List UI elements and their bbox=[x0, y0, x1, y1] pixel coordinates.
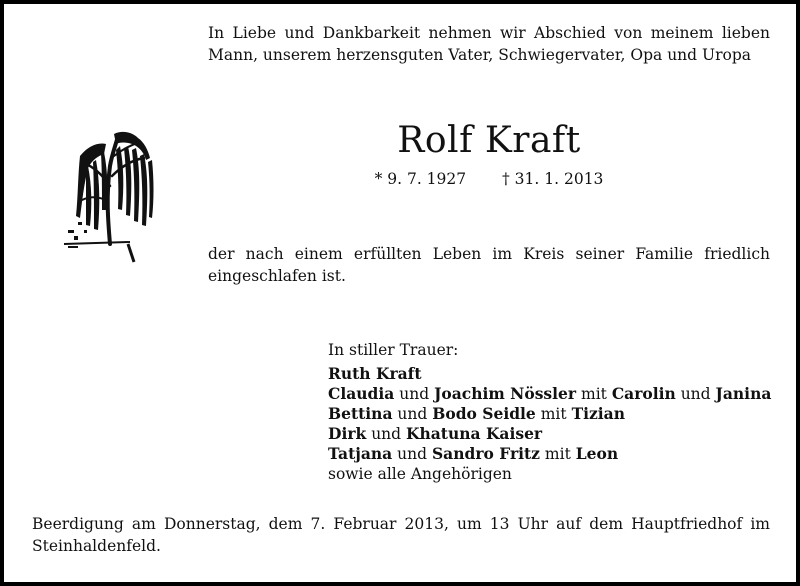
conjunction: und bbox=[397, 405, 428, 423]
funeral-line-1: Beerdigung am Donnerstag, dem 7. Februar 2013, um 13 Uhr auf dem Hauptfriedhof im bbox=[32, 515, 770, 533]
conjunction: und bbox=[397, 445, 428, 463]
closing-text bbox=[208, 243, 770, 287]
mourner-name: Bodo Seidle bbox=[432, 404, 536, 423]
intro-line-2: Mann, unserem herzensguten Vater, Schwiegervater, Opa und Uropa bbox=[208, 46, 751, 64]
mourners-heading: In stiller Trauer: bbox=[328, 341, 459, 359]
mourner-name: Claudia bbox=[328, 384, 395, 403]
mourner-row bbox=[328, 384, 778, 404]
conjunction: mit bbox=[581, 385, 607, 403]
mourner-row bbox=[328, 444, 778, 464]
mourner-name: Joachim Nössler bbox=[434, 384, 577, 403]
weeping-willow-icon bbox=[58, 126, 158, 266]
conjunction: und bbox=[371, 425, 402, 443]
mourner-name: Bettina bbox=[328, 404, 393, 423]
intro-text bbox=[208, 22, 770, 66]
mourners-list bbox=[328, 340, 778, 484]
mourner-name: Tizian bbox=[571, 404, 625, 423]
closing-line-1: der nach einem erfüllten Leben im Kreis seiner Familie friedlich bbox=[208, 245, 770, 263]
life-dates bbox=[208, 168, 770, 190]
mourner-name: Khatuna Kaiser bbox=[406, 424, 543, 443]
conjunction: und bbox=[399, 385, 430, 403]
mourner-name: Dirk bbox=[328, 424, 367, 443]
funeral-line-2: Steinhaldenfeld. bbox=[32, 537, 161, 555]
mourner-row bbox=[328, 424, 778, 444]
funeral-info bbox=[32, 513, 770, 557]
mourner-name: Leon bbox=[575, 444, 619, 463]
mourner-name: Carolin bbox=[611, 384, 676, 403]
closing-line-2: eingeschlafen ist. bbox=[208, 267, 346, 285]
mourners-footer: sowie alle Angehörigen bbox=[328, 465, 512, 483]
birth-date: * 9. 7. 1927 bbox=[374, 170, 467, 188]
mourner-name: Tatjana bbox=[328, 444, 393, 463]
mourner-name: Sandro Fritz bbox=[431, 444, 540, 463]
mourner-row bbox=[328, 364, 778, 384]
mourner-row bbox=[328, 404, 778, 424]
mourner-name: Janina bbox=[715, 384, 772, 403]
conjunction: mit bbox=[544, 445, 571, 463]
mourner-name: Ruth Kraft bbox=[328, 364, 422, 383]
conjunction: und bbox=[680, 385, 711, 403]
intro-line-1: In Liebe und Dankbarkeit nehmen wir Abschied von meinem lieben bbox=[208, 24, 770, 42]
conjunction: mit bbox=[540, 405, 567, 423]
deceased-name: Rolf Kraft bbox=[397, 120, 581, 161]
death-date: † 31. 1. 2013 bbox=[502, 170, 604, 188]
